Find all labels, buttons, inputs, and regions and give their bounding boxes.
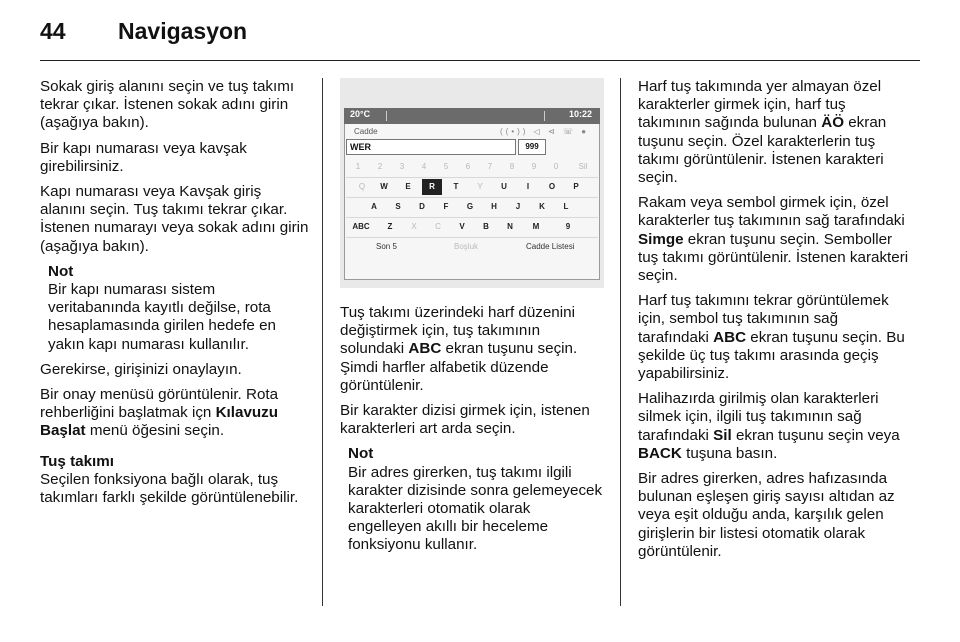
key-term: ÄÖ <box>821 114 845 132</box>
key[interactable]: 3 <box>399 162 405 171</box>
field-caption: Cadde <box>354 127 378 136</box>
key[interactable]: A <box>371 202 377 211</box>
column-1 <box>40 78 310 514</box>
separator <box>386 111 387 121</box>
text: Rakam veya sembol girmek için, özel karakterler tuş takımının sağ tarafındaki <box>638 194 905 230</box>
header-rule <box>40 60 920 61</box>
column-divider <box>620 78 621 606</box>
note-title: Not <box>348 445 374 463</box>
divider <box>346 177 598 178</box>
key[interactable]: I <box>526 182 530 191</box>
key[interactable]: 5 <box>443 162 449 171</box>
text: tuşuna basın. <box>681 444 778 462</box>
paragraph: Gerekirse, girişinizi onaylayın. <box>40 360 242 378</box>
paragraph: Bir karakter dizisi girmek için, istenen karakterleri art arda seçin. <box>340 402 590 438</box>
key[interactable]: 9 <box>531 162 537 171</box>
key[interactable]: F <box>443 202 449 211</box>
paragraph <box>638 78 910 187</box>
key-term: BACK <box>638 444 682 462</box>
text: Tuş takımı üzerindeki harf düzenini değiştirmek için, tuş takımının solundaki <box>340 304 575 358</box>
match-count: 999 <box>518 139 546 155</box>
key[interactable]: 9 <box>565 222 571 231</box>
paragraph: Seçilen fonksiyona bağlı olarak, tuş takımları farklı şekilde görüntülenebilir. <box>40 470 299 507</box>
paragraph: Kapı numarası veya Kavşak giriş alanını seçin. Tuş takımı tekrar çıkar. İstenen numarayı veya sokak adını girin (aşağıya bakın). <box>40 183 309 255</box>
divider <box>346 197 598 198</box>
key[interactable]: 7 <box>487 162 493 171</box>
page-header <box>40 18 920 52</box>
key[interactable]: 1 <box>355 162 361 171</box>
key[interactable]: B <box>483 222 489 231</box>
section-title: Tuş takımı <box>40 452 114 470</box>
text: ekran tuşunu seçin. Şimdi harfler alfabetik düzende görüntülenir. <box>340 340 578 394</box>
text: Harf tuş takımında yer almayan özel karakterler girmek için, harf tuş takımının sağında bulunan <box>638 78 882 132</box>
key[interactable]: S <box>395 202 401 211</box>
key[interactable]: 8 <box>509 162 515 171</box>
key[interactable]: Y <box>477 182 483 191</box>
key[interactable]: Q <box>358 182 366 191</box>
divider <box>346 217 598 218</box>
text: ekran tuşunu seçin. Bu şekilde üç tuş takımı arasında geçiş yapabilirsiniz. <box>638 328 905 383</box>
key[interactable]: O <box>548 182 556 191</box>
keyboard-screen-illustration <box>340 78 604 288</box>
key[interactable]: L <box>563 202 569 211</box>
key-term: Simge <box>638 230 684 248</box>
abc-key[interactable]: ABC <box>352 222 370 231</box>
key[interactable]: J <box>515 202 521 211</box>
text: Bir onay menüsü görüntülenir. Rota rehberliğini başlatmak içn <box>40 386 279 422</box>
text: Halihazırda girilmiş olan karakterleri silmek için, ilgili tuş takımının sağ tarafındaki <box>638 390 879 444</box>
key[interactable]: P <box>573 182 579 191</box>
key[interactable]: T <box>453 182 459 191</box>
delete-key[interactable]: Sil <box>578 162 588 171</box>
paragraph <box>638 390 910 463</box>
text: Harf tuş takımını tekrar görüntülemek için, sembol tuş takımının sağ tarafındaki <box>638 292 889 346</box>
note-title: Not <box>48 262 74 280</box>
space-button[interactable]: Boşluk <box>454 242 479 251</box>
page-number: 44 <box>40 18 66 44</box>
status-icons: ((•)) ◁ ⊲ ☏ ● <box>500 127 590 136</box>
letter-row-1 <box>346 179 598 195</box>
screen-status-bar <box>344 108 600 124</box>
key[interactable]: W <box>380 182 388 191</box>
note <box>40 263 310 354</box>
text: ekran tuşunu seçin. Semboller tuş takımı görüntülenir. İstenen karakteri seçin. <box>638 230 909 285</box>
clock: 10:22 <box>568 109 592 119</box>
key[interactable]: X <box>411 222 417 231</box>
text: ekran tuşunu seçin veya <box>731 426 900 444</box>
column-2 <box>340 304 606 562</box>
note-text: Bir kapı numarası sistem veritabanında kayıtlı değilse, rota hesaplamasında girilen hedefe en yakın kapı numarası kullanılır. <box>48 281 276 353</box>
divider <box>346 237 598 238</box>
key[interactable]: H <box>491 202 497 211</box>
key[interactable]: G <box>466 202 474 211</box>
recent-5-button[interactable]: Son 5 <box>376 242 397 251</box>
letter-row-2 <box>346 199 598 215</box>
key[interactable]: 0 <box>553 162 559 171</box>
key-selected[interactable]: R <box>422 179 442 195</box>
text: ekran tuşunu seçin. Özel karakterlerin tuş takımı görüntülenir. İstenen karakteri seçin. <box>638 114 887 187</box>
temperature: 20°C <box>350 109 371 119</box>
key[interactable]: C <box>435 222 441 231</box>
key-term: ABC <box>408 340 442 358</box>
paragraph <box>638 292 910 383</box>
key-term: Sil <box>713 426 732 444</box>
street-input[interactable]: WER <box>346 139 516 155</box>
key[interactable]: M <box>532 222 540 231</box>
key[interactable]: K <box>539 202 545 211</box>
page-title: Navigasyon <box>118 18 248 44</box>
paragraph: Bir adres girerken, adres hafızasında bulunan eşleşen giriş sayısı altıdan az veya eşit olduğu anda, karşılık gelen girişlerin bir listesi otomatik olarak görüntülenir. <box>638 470 895 560</box>
column-divider <box>322 78 323 606</box>
paragraph: Bir kapı numarası veya kavşak girebilirsiniz. <box>40 139 247 175</box>
street-list-button[interactable]: Cadde Listesi <box>526 242 575 251</box>
bottom-row <box>346 239 598 255</box>
key[interactable]: Z <box>387 222 393 231</box>
note <box>340 445 606 554</box>
paragraph <box>340 304 606 395</box>
text: menü öğesini seçin. <box>85 422 225 440</box>
key-term: ABC <box>713 328 747 346</box>
key[interactable]: 4 <box>421 162 427 171</box>
paragraph <box>638 194 910 285</box>
key[interactable]: V <box>459 222 465 231</box>
column-3 <box>638 78 910 568</box>
number-row <box>346 159 598 175</box>
paragraph: Sokak giriş alanını seçin ve tuş takımı tekrar çıkar. İstenen sokak adını girin (aşağıya bakın). <box>40 78 295 132</box>
separator <box>544 111 545 121</box>
letter-row-3 <box>346 219 598 235</box>
key[interactable]: N <box>507 222 513 231</box>
key[interactable]: 6 <box>465 162 471 171</box>
key[interactable]: 2 <box>377 162 383 171</box>
paragraph <box>40 386 310 441</box>
key[interactable]: E <box>405 182 411 191</box>
key[interactable]: D <box>419 202 425 211</box>
note-text: Bir adres girerken, tuş takımı ilgili karakter dizisinde sonra gelemeyecek karakterleri otomatik olarak engelleyen akıllı bir heceleme fonksiyonu kullanır. <box>348 463 603 554</box>
key[interactable]: U <box>501 182 507 191</box>
menu-term: Kılavuzu Başlat <box>40 404 279 440</box>
